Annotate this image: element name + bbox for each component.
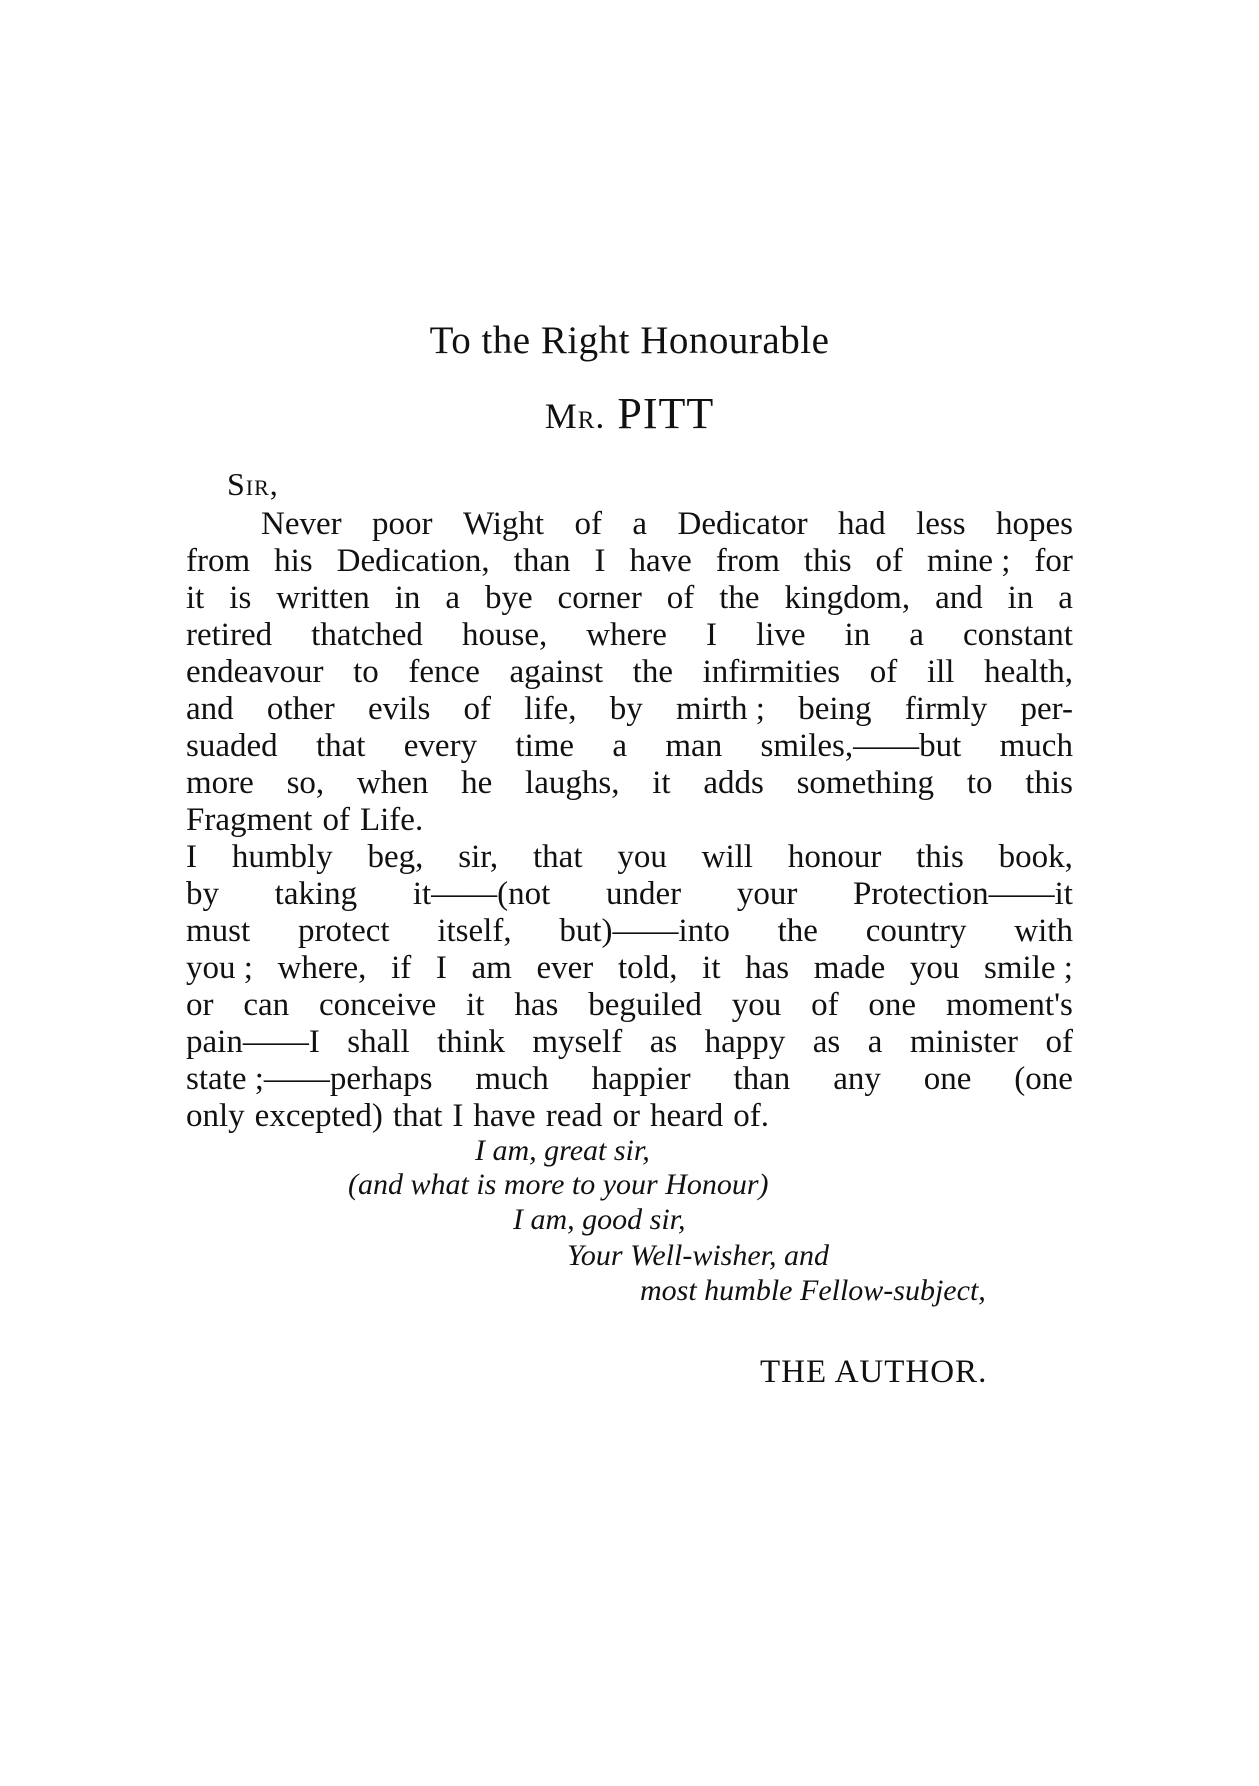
word: or	[612, 1098, 640, 1134]
word: that	[315, 728, 366, 764]
text-line	[186, 506, 1073, 543]
word: much	[475, 1061, 549, 1097]
word: is	[229, 580, 252, 616]
word: of	[463, 691, 492, 727]
word: poor	[372, 506, 433, 542]
word: your	[736, 876, 798, 912]
word: can	[243, 987, 290, 1023]
text-line	[186, 580, 1073, 617]
word: that	[392, 1098, 443, 1134]
word: any	[833, 1061, 881, 1097]
word: conceive	[319, 987, 437, 1023]
word: life,	[524, 691, 577, 727]
word: of	[811, 987, 839, 1023]
word: a	[1058, 580, 1073, 616]
closing-line: I am, great sir,	[475, 1134, 650, 1167]
word: read	[545, 1098, 603, 1134]
word: a	[445, 580, 460, 616]
word: one	[923, 1061, 972, 1097]
word: happy	[704, 1024, 786, 1060]
word: it——(not	[412, 876, 551, 912]
word: in	[394, 580, 421, 616]
word: in	[844, 617, 871, 653]
word: than	[513, 543, 571, 579]
word: and	[186, 691, 234, 727]
word: state ;——perhaps	[186, 1061, 433, 1097]
word: ever	[536, 950, 594, 986]
text-line	[186, 876, 1073, 913]
text-line	[186, 765, 1073, 802]
word: the	[777, 913, 818, 949]
name-prefix: Mr.	[544, 396, 606, 436]
word: book,	[998, 839, 1073, 875]
word: you	[909, 950, 960, 986]
word: kingdom,	[784, 580, 911, 616]
word: has	[745, 950, 790, 986]
word: in	[1007, 580, 1034, 616]
word: Fragment	[186, 802, 313, 838]
word: mirth ;	[676, 691, 765, 727]
word: when	[356, 765, 429, 801]
word: Wight	[462, 506, 545, 542]
word: ill	[926, 654, 955, 690]
word: a	[867, 1024, 883, 1060]
word: where,	[277, 950, 367, 986]
word: live	[756, 617, 806, 653]
word: one	[868, 987, 917, 1023]
word: of.	[733, 1098, 770, 1134]
word: country	[865, 913, 967, 949]
word: endeavour	[186, 654, 324, 690]
word: for	[1034, 543, 1073, 579]
word: the	[632, 654, 673, 690]
word: as	[649, 1024, 678, 1060]
word: (one	[1014, 1061, 1073, 1097]
word: by	[609, 691, 643, 727]
word: humbly	[231, 839, 333, 875]
word: so,	[286, 765, 325, 801]
text-line	[186, 691, 1073, 728]
paragraph-2	[186, 839, 1073, 1135]
word: constant	[962, 617, 1073, 653]
closing-line: (and what is more to your Honour)	[348, 1168, 769, 1201]
word: I	[705, 617, 717, 653]
word: and	[935, 580, 983, 616]
word: every	[403, 728, 478, 764]
word: honour	[787, 839, 882, 875]
word: a	[909, 617, 924, 653]
word: with	[1014, 913, 1073, 949]
word: by	[186, 876, 219, 912]
word: will	[701, 839, 753, 875]
word: laughs,	[525, 765, 620, 801]
word: beguiled	[588, 987, 702, 1023]
word: pain——I	[186, 1024, 320, 1060]
word: per-	[1020, 691, 1073, 727]
word: written	[276, 580, 370, 616]
word: smiles,——but	[760, 728, 962, 764]
word: had	[838, 506, 886, 542]
word: Never	[261, 506, 342, 542]
word: house,	[461, 617, 548, 653]
word: only	[186, 1098, 245, 1134]
word: smile ;	[984, 950, 1073, 986]
text-line	[186, 617, 1073, 654]
word: myself	[532, 1024, 623, 1060]
word: under	[606, 876, 682, 912]
word: I	[452, 1098, 464, 1134]
word: health,	[984, 654, 1073, 690]
word: or	[186, 987, 214, 1023]
word: of	[574, 506, 603, 542]
text-line	[186, 1061, 1073, 1098]
word: corner	[557, 580, 642, 616]
word: of	[869, 654, 898, 690]
word: man	[665, 728, 723, 764]
word: have	[629, 543, 692, 579]
word: a	[632, 506, 648, 542]
word: than	[733, 1061, 791, 1097]
word: of	[322, 802, 350, 838]
word: shall	[347, 1024, 410, 1060]
word: bye	[484, 580, 533, 616]
word: it	[652, 765, 671, 801]
text-line	[186, 654, 1073, 691]
word: to	[353, 654, 379, 690]
word: firmly	[904, 691, 988, 727]
word: as	[812, 1024, 841, 1060]
word: happier	[591, 1061, 691, 1097]
word: protect	[297, 913, 390, 949]
word: made	[813, 950, 886, 986]
text-line	[186, 728, 1073, 765]
word: of	[666, 580, 695, 616]
word: Life.	[359, 802, 424, 838]
word: something	[796, 765, 935, 801]
word: infirmities	[702, 654, 841, 690]
word: much	[999, 728, 1073, 764]
word: being	[798, 691, 872, 727]
word: other	[266, 691, 335, 727]
word: minister	[909, 1024, 1019, 1060]
text-line	[186, 950, 1073, 987]
closing-line: Your Well-wisher, and	[567, 1239, 830, 1272]
word: evils	[367, 691, 431, 727]
word: less	[916, 506, 966, 542]
word: you ;	[186, 950, 253, 986]
word: but)——into	[559, 913, 730, 949]
word: heard	[650, 1098, 724, 1134]
word: suaded	[186, 728, 278, 764]
text-line	[186, 839, 1073, 876]
word: of	[875, 543, 904, 579]
word: I	[435, 950, 447, 986]
word: if	[391, 950, 412, 986]
text-line	[186, 802, 1073, 839]
word: am	[471, 950, 512, 986]
word: mine ;	[927, 543, 1011, 579]
word: has	[514, 987, 559, 1023]
word: the	[719, 580, 760, 616]
salutation: Sir,	[227, 466, 279, 502]
word: itself,	[437, 913, 512, 949]
word: thatched	[311, 617, 423, 653]
dedication-heading: To the Right Honourable	[429, 319, 830, 362]
word: it	[186, 580, 205, 616]
text-line	[186, 913, 1073, 950]
text-line	[186, 1024, 1073, 1061]
word: I	[594, 543, 606, 579]
word: of	[1045, 1024, 1073, 1060]
word: it	[702, 950, 721, 986]
word: this	[916, 839, 964, 875]
word: beg,	[367, 839, 424, 875]
text-line	[186, 1098, 1073, 1135]
word: Dedication,	[336, 543, 490, 579]
word: must	[186, 913, 251, 949]
text-line	[186, 543, 1073, 580]
author-signature: THE AUTHOR.	[760, 1354, 988, 1390]
word: you	[731, 987, 782, 1023]
word: moment's	[945, 987, 1073, 1023]
closing-line: most humble Fellow-subject,	[640, 1274, 986, 1307]
word: more	[186, 765, 254, 801]
word: it	[466, 987, 485, 1023]
name-text: PITT	[617, 389, 715, 438]
word: against	[509, 654, 603, 690]
word: this	[1025, 765, 1073, 801]
word: told,	[617, 950, 678, 986]
word: where	[586, 617, 667, 653]
word: this	[803, 543, 852, 579]
word: excepted)	[254, 1098, 383, 1134]
word: think	[437, 1024, 505, 1060]
word: Protection——it	[852, 876, 1073, 912]
word: adds	[703, 765, 764, 801]
word: hopes	[995, 506, 1073, 542]
word: sir,	[458, 839, 499, 875]
word: to	[966, 765, 993, 801]
word: his	[274, 543, 313, 579]
text-line	[186, 987, 1073, 1024]
dedicatee-name	[0, 388, 1259, 439]
word: I	[186, 839, 197, 875]
paragraph-1	[186, 506, 1073, 839]
word: from	[186, 543, 251, 579]
word: fence	[408, 654, 480, 690]
word: Dedicator	[677, 506, 808, 542]
word: have	[473, 1098, 536, 1134]
word: from	[715, 543, 780, 579]
word: you	[617, 839, 667, 875]
word: that	[533, 839, 583, 875]
closing-line: I am, good sir,	[513, 1203, 686, 1236]
word: time	[515, 728, 575, 764]
word: he	[461, 765, 493, 801]
word: retired	[186, 617, 273, 653]
word: taking	[274, 876, 358, 912]
word: a	[612, 728, 628, 764]
